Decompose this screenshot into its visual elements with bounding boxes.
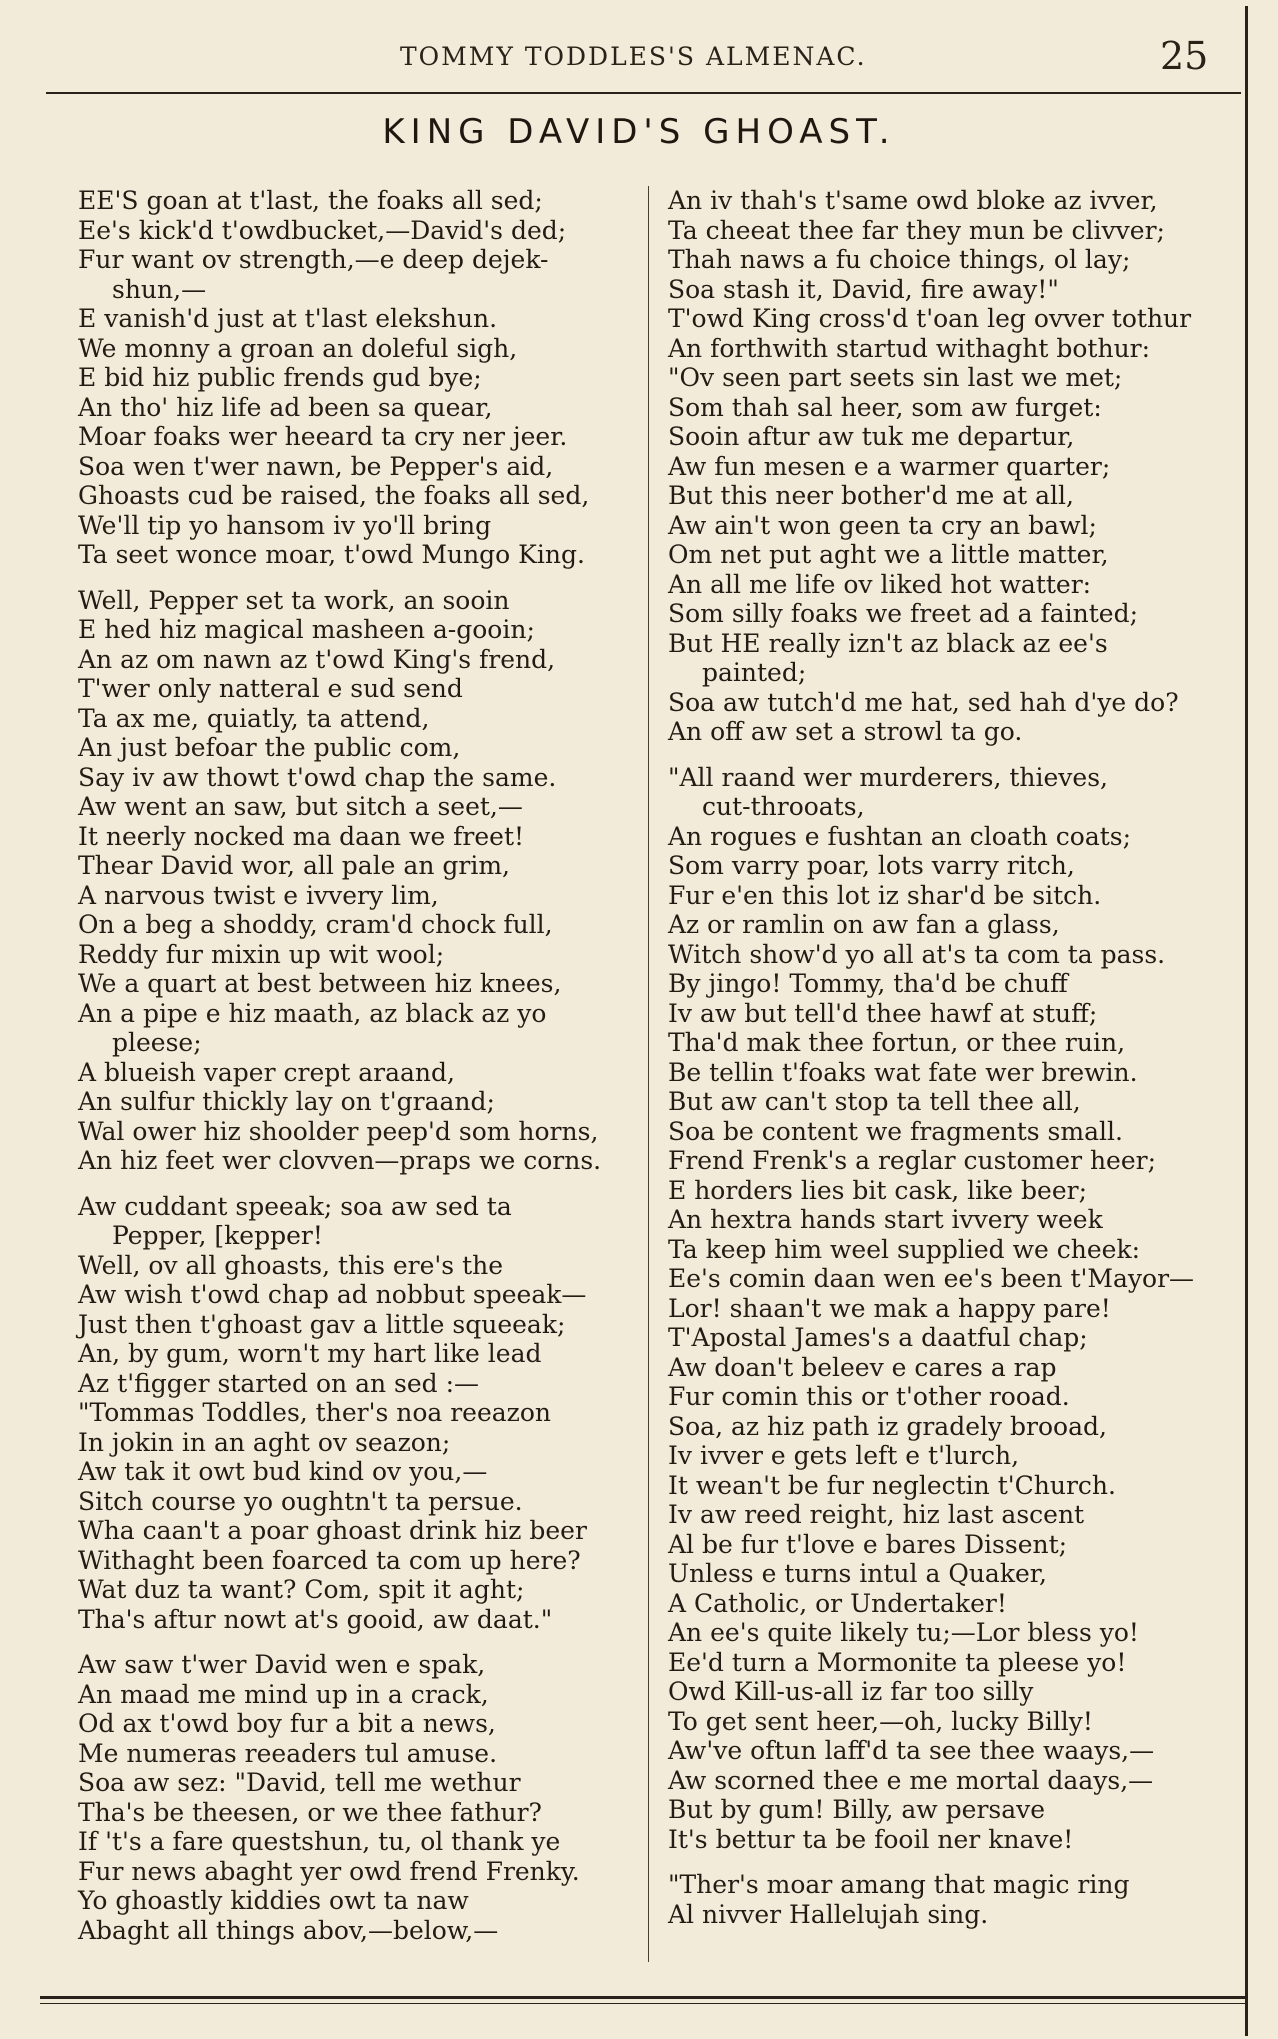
verse-line: cut-throoats, <box>702 792 865 821</box>
verse-line: Say iv aw thowt t'owd chap the same. <box>78 762 557 792</box>
verse-line: Wha caan't a poar ghoast drink hiz beer <box>78 1516 587 1545</box>
verse-line: Yo ghoastly kiddies owt ta naw <box>78 1886 469 1915</box>
header-rule <box>46 92 1241 94</box>
verse-line: Ta ax me, quiatly, ta attend, <box>78 703 430 733</box>
verse-line: To get sent heer,—oh, lucky Billy! <box>668 1706 1093 1736</box>
verse-line: If 't's a fare questshun, tu, ol thank ye <box>78 1827 561 1856</box>
verse-line: Fur e'en this lot iz shar'd be sitch. <box>668 880 1102 910</box>
verse-line: Aw cuddant speeak; soa aw sed ta <box>78 1191 512 1221</box>
verse-line: Wal ower hiz shoolder peep'd som horns, <box>78 1116 599 1146</box>
verse-line: A Catholic, or Undertaker! <box>668 1588 1007 1618</box>
verse-line: Ee's comin daan wen ee's been t'Mayor— <box>668 1264 1195 1293</box>
running-head: TOMMY TODDLES'S ALMENAC. <box>400 42 867 71</box>
verse-line: Sitch course yo oughtn't ta persue. <box>78 1486 523 1516</box>
verse-line: Wat duz ta want? Com, spit it aght; <box>78 1575 525 1604</box>
verse-line: An iv thah's t'same owd bloke az ivver, <box>668 186 1158 215</box>
verse-line: E bid hiz public frends gud bye; <box>78 363 482 392</box>
stanza <box>668 763 1228 1855</box>
verse-line: "All raand wer murderers, thieves, <box>668 762 1109 792</box>
verse-line: We a quart at best between hiz knees, <box>78 969 562 998</box>
verse-line: But by gum! Billy, aw persave <box>668 1795 1046 1824</box>
poem-title: KING DAVID'S GHOAST. <box>382 112 896 152</box>
verse-line: A narvous twist e ivvery lim, <box>78 880 439 910</box>
verse-line: It's bettur ta be fooil ner knave! <box>668 1824 1074 1854</box>
verse-line: E horders lies bit cask, like beer; <box>668 1175 1088 1205</box>
verse-line: Al be fur t'love e bares Dissent; <box>668 1529 1068 1559</box>
verse-line: Az t'figger started on an sed :— <box>78 1368 480 1398</box>
verse-line: But this neer bother'd me at all, <box>668 481 1074 510</box>
verse-line: An just befoar the public com, <box>78 733 461 762</box>
verse-line: Aw fun mesen e a warmer quarter; <box>668 451 1111 481</box>
verse-line: We'll tip yo hansom iv yo'll bring <box>78 510 492 540</box>
page-border-bottom <box>40 1996 1245 1999</box>
verse-line: Well, ov all ghoasts, this ere's the <box>78 1250 504 1280</box>
verse-line: Tha's aftur nowt at's gooid, aw daat." <box>78 1604 553 1634</box>
verse-line: Fur news abaght yer owd frend Frenky. <box>78 1856 580 1886</box>
verse-line: Owd Kill-us-all iz far too silly <box>668 1677 1034 1706</box>
stanza <box>78 586 618 1176</box>
verse-line: Ta seet wonce moar, t'owd Mungo King. <box>78 540 585 569</box>
column-divider <box>648 186 649 1962</box>
verse-line: An ee's quite likely tu;—Lor bless yo! <box>668 1618 1139 1647</box>
verse-line: Soa aw sez: "David, tell me wethur <box>78 1768 521 1797</box>
verse-line: "Ther's moar amang that magic ring <box>668 1870 1130 1899</box>
verse-line: Ta cheeat thee far they mun be clivver; <box>668 215 1165 245</box>
verse-line: Tha's be theesen, or we thee fathur? <box>78 1797 542 1827</box>
page-number: 25 <box>1160 34 1209 78</box>
stanza <box>78 1650 618 1945</box>
verse-line: Moar foaks wer heeard ta cry ner jeer. <box>78 422 568 451</box>
page-border-bottom-thin <box>40 2003 1245 2004</box>
verse-line: An all me life ov liked hot watter: <box>668 569 1092 599</box>
verse-line: Som silly foaks we freet ad a fainted; <box>668 599 1139 628</box>
verse-line: Witch show'd yo all at's ta com ta pass. <box>668 939 1166 969</box>
verse-line: Thah naws a fu choice things, ol lay; <box>668 245 1131 274</box>
verse-line: Thear David wor, all pale an grim, <box>78 851 510 880</box>
verse-line: Aw doan't beleev e cares a rap <box>668 1352 1057 1382</box>
verse-line: A blueish vaper crept araand, <box>78 1057 455 1087</box>
verse-line: An rogues e fushtan an cloath coats; <box>668 821 1132 851</box>
verse-line: An hextra hands start ivvery week <box>668 1205 1103 1234</box>
verse-line: Aw saw t'wer David wen e spak, <box>78 1650 486 1679</box>
verse-line: Ee'd turn a Mormonite ta pleese yo! <box>668 1647 1127 1677</box>
verse-line: Fur want ov strength,—e deep dejek- <box>78 245 549 274</box>
verse-line: An tho' hiz life ad been sa quear, <box>78 392 493 422</box>
verse-line: "Tommas Toddles, ther's noa reeazon <box>78 1398 551 1427</box>
verse-line: Od ax t'owd boy fur a bit a news, <box>78 1709 496 1738</box>
verse-line: T'wer only natteral e sud send <box>78 674 463 703</box>
verse-line: Abaght all things abov,—below,— <box>78 1915 499 1945</box>
page-border-right <box>1245 6 1248 2036</box>
verse-line: T'Apostal James's a daatful chap; <box>668 1323 1088 1352</box>
verse-line: Soa, az hiz path iz gradely brooad, <box>668 1411 1107 1441</box>
verse-line: Just then t'ghoast gav a little squeeak; <box>78 1309 566 1339</box>
verse-line: Az or ramlin on aw fan a glass, <box>668 910 1060 939</box>
verse-line: Aw tak it owt bud kind ov you,— <box>78 1457 488 1486</box>
verse-line: Aw've oftun laff'd ta see thee waays,— <box>668 1736 1155 1765</box>
verse-line: Aw ain't won geen ta cry an bawl; <box>668 510 1097 540</box>
verse-line: Frend Frenk's a reglar customer heer; <box>668 1146 1157 1175</box>
stanza <box>78 1192 618 1635</box>
verse-line: Me numeras reeaders tul amuse. <box>78 1738 498 1768</box>
verse-line: An forthwith startud withaght bothur: <box>668 333 1151 363</box>
verse-line: We monny a groan an doleful sigh, <box>78 333 518 363</box>
stanza <box>78 186 618 570</box>
verse-line: Iv aw but tell'd thee hawf at stuff; <box>668 998 1098 1028</box>
verse-line: An maad me mind up in a crack, <box>78 1679 489 1709</box>
verse-line: pleese; <box>112 1028 202 1057</box>
verse-line: Be tellin t'foaks wat fate wer brewin. <box>668 1057 1138 1087</box>
verse-line: E hed hiz magical masheen a-gooin; <box>78 615 535 644</box>
verse-line: Iv ivver e gets left e t'lurch, <box>668 1441 1020 1470</box>
verse-line: Pepper, [kepper! <box>112 1221 323 1250</box>
verse-line: Som varry poar, lots varry ritch, <box>668 851 1075 880</box>
verse-line: Iv aw reed reight, hiz last ascent <box>668 1500 1085 1529</box>
verse-line: EE'S goan at t'last, the foaks all sed; <box>78 186 543 215</box>
verse-line: By jingo! Tommy, tha'd be chuff <box>668 969 1068 998</box>
verse-line: Som thah sal heer, som aw furget: <box>668 392 1102 422</box>
verse-line: Aw went an saw, but sitch a seet,— <box>78 792 523 821</box>
verse-line: But HE really izn't az black az ee's <box>668 628 1108 658</box>
verse-line: Withaght been foarced ta com up here? <box>78 1545 581 1575</box>
verse-line: T'owd King cross'd t'oan leg ovver tothur <box>668 304 1192 333</box>
verse-line: Soa be content we fragments small. <box>668 1116 1123 1146</box>
right-column <box>668 186 1228 1945</box>
verse-line: Ta keep him weel supplied we cheek: <box>668 1234 1141 1264</box>
stanza <box>668 1870 1228 1929</box>
verse-line: Tha'd mak thee fortun, or thee ruin, <box>668 1028 1126 1057</box>
verse-line: Unless e turns intul a Quaker, <box>668 1559 1047 1588</box>
verse-line: On a beg a shoddy, cram'd chock full, <box>78 910 553 939</box>
verse-line: Lor! shaan't we mak a happy pare! <box>668 1293 1111 1323</box>
verse-line: An az om nawn az t'owd King's frend, <box>78 644 556 674</box>
verse-line: In jokin in an aght ov seazon; <box>78 1427 451 1457</box>
verse-line: Om net put aght we a little matter, <box>668 540 1109 569</box>
verse-line: Sooin aftur aw tuk me departur, <box>668 422 1075 451</box>
verse-line: An a pipe e hiz maath, az black az yo <box>78 998 547 1028</box>
verse-line: An, by gum, worn't my hart like lead <box>78 1339 542 1368</box>
verse-line: An off aw set a strowl ta go. <box>668 717 1023 746</box>
verse-line: Soa wen t'wer nawn, be Pepper's aid, <box>78 451 554 481</box>
verse-line: Soa aw tutch'd me hat, sed hah d'ye do? <box>668 687 1179 717</box>
verse-line: Ghoasts cud be raised, the foaks all sed, <box>78 481 590 510</box>
verse-line: Reddy fur mixin up wit wool; <box>78 939 445 969</box>
verse-line: But aw can't stop ta tell thee all, <box>668 1087 1081 1116</box>
verse-line: An sulfur thickly lay on t'graand; <box>78 1087 495 1116</box>
verse-line: "Ov seen part seets sin last we met; <box>668 363 1123 392</box>
stanza <box>668 186 1228 747</box>
verse-line: E vanish'd just at t'last elekshun. <box>78 304 498 333</box>
verse-line: Well, Pepper set ta work, an sooin <box>78 585 510 615</box>
verse-line: It neerly nocked ma daan we freet! <box>78 821 525 851</box>
verse-line: It wean't be fur neglectin t'Church. <box>668 1470 1116 1500</box>
verse-line: Soa stash it, David, fire away!" <box>668 274 1059 304</box>
left-column <box>78 186 618 1961</box>
verse-line: Aw wish t'owd chap ad nobbut speeak— <box>78 1280 587 1309</box>
verse-line: An hiz feet wer clovven—praps we corns. <box>78 1146 602 1175</box>
verse-line: Ee's kick'd t'owdbucket,—David's ded; <box>78 215 567 245</box>
verse-line: Al nivver Hallelujah sing. <box>668 1899 989 1929</box>
verse-line: Fur comin this or t'other rooad. <box>668 1382 1070 1411</box>
verse-line: painted; <box>702 658 807 687</box>
verse-line: Aw scorned thee e me mortal daays,— <box>668 1765 1154 1795</box>
verse-line: shun,— <box>112 274 207 304</box>
